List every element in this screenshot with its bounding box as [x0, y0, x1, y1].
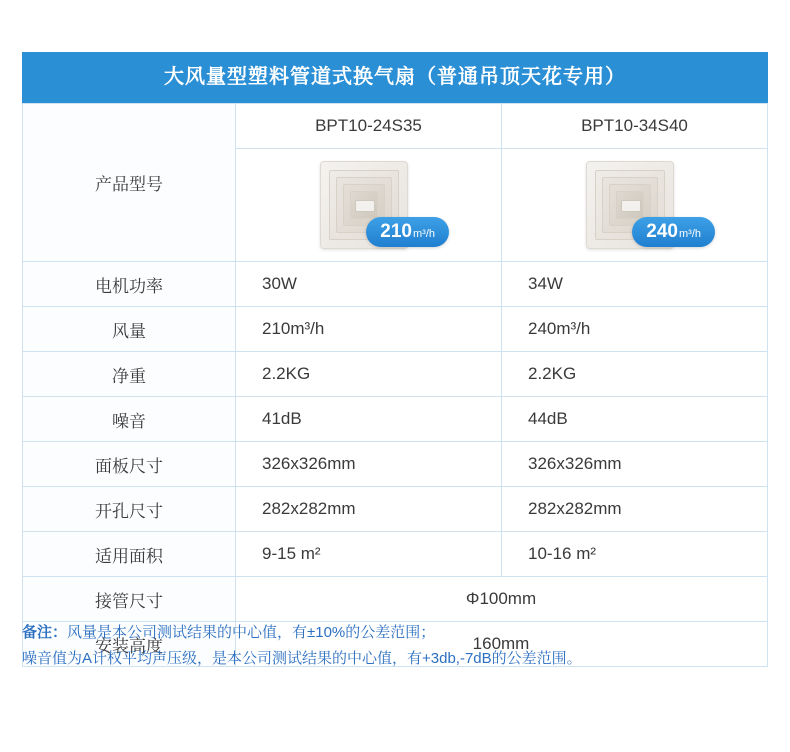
cell-install-height: 160mm — [236, 622, 768, 667]
row-label-net-weight: 净重 — [23, 352, 236, 397]
model-name-2: BPT10-34S40 — [502, 104, 768, 149]
row-label-install-height: 安装高度 — [23, 622, 236, 667]
product-image-cell-1 — [236, 149, 502, 262]
cell-noise-1: 41dB — [236, 397, 502, 442]
cell-panel-size-2: 326x326mm — [502, 442, 768, 487]
airflow-badge-unit-2: m³/h — [679, 228, 701, 240]
table-row — [23, 352, 768, 397]
airflow-badge-value-2: 240 — [646, 221, 678, 242]
cell-opening-size-1: 282x282mm — [236, 487, 502, 532]
row-label-applicable-area: 适用面积 — [23, 532, 236, 577]
row-label-product-model: 产品型号 — [23, 104, 236, 262]
table-row — [23, 307, 768, 352]
table-row — [23, 397, 768, 442]
table-row-model-header — [23, 104, 768, 149]
table-row — [23, 577, 768, 622]
cell-airflow-2: 240m³/h — [502, 307, 768, 352]
cell-motor-power-2: 34W — [502, 262, 768, 307]
row-label-opening-size: 开孔尺寸 — [23, 487, 236, 532]
cell-noise-2: 44dB — [502, 397, 768, 442]
page-title: 大风量型塑料管道式换气扇（普通吊顶天花专用） — [22, 52, 768, 103]
cell-net-weight-2: 2.2KG — [502, 352, 768, 397]
model-name-1: BPT10-24S35 — [236, 104, 502, 149]
footnote-text-2: 噪音值为A计权平均声压级，是本公司测试结果的中心值，有+3db,-7dB的公差范围。 — [22, 650, 582, 667]
footnote-line-1 — [22, 620, 768, 646]
table-row — [23, 487, 768, 532]
cell-duct-size: Φ100mm — [236, 577, 768, 622]
airflow-badge-1 — [366, 217, 449, 247]
cell-applicable-area-2: 10-16 m² — [502, 532, 768, 577]
row-label-airflow: 风量 — [23, 307, 236, 352]
cell-panel-size-1: 326x326mm — [236, 442, 502, 487]
row-label-motor-power: 电机功率 — [23, 262, 236, 307]
cell-applicable-area-1: 9-15 m² — [236, 532, 502, 577]
footnote-label: 备注： — [22, 624, 68, 641]
table-row — [23, 262, 768, 307]
cell-opening-size-2: 282x282mm — [502, 487, 768, 532]
cell-airflow-1: 210m³/h — [236, 307, 502, 352]
row-label-noise: 噪音 — [23, 397, 236, 442]
specification-table — [22, 103, 768, 667]
airflow-badge-2 — [632, 217, 715, 247]
table-row — [23, 442, 768, 487]
row-label-duct-size: 接管尺寸 — [23, 577, 236, 622]
cell-net-weight-1: 2.2KG — [236, 352, 502, 397]
airflow-badge-value-1: 210 — [380, 221, 412, 242]
footnote-text-1: 风量是本公司测试结果的中心值，有±10%的公差范围； — [67, 624, 436, 641]
spec-table-container — [22, 52, 768, 667]
row-label-panel-size: 面板尺寸 — [23, 442, 236, 487]
table-row — [23, 532, 768, 577]
cell-motor-power-1: 30W — [236, 262, 502, 307]
airflow-badge-unit-1: m³/h — [413, 228, 435, 240]
product-image-cell-2 — [502, 149, 768, 262]
footnote — [22, 620, 768, 672]
